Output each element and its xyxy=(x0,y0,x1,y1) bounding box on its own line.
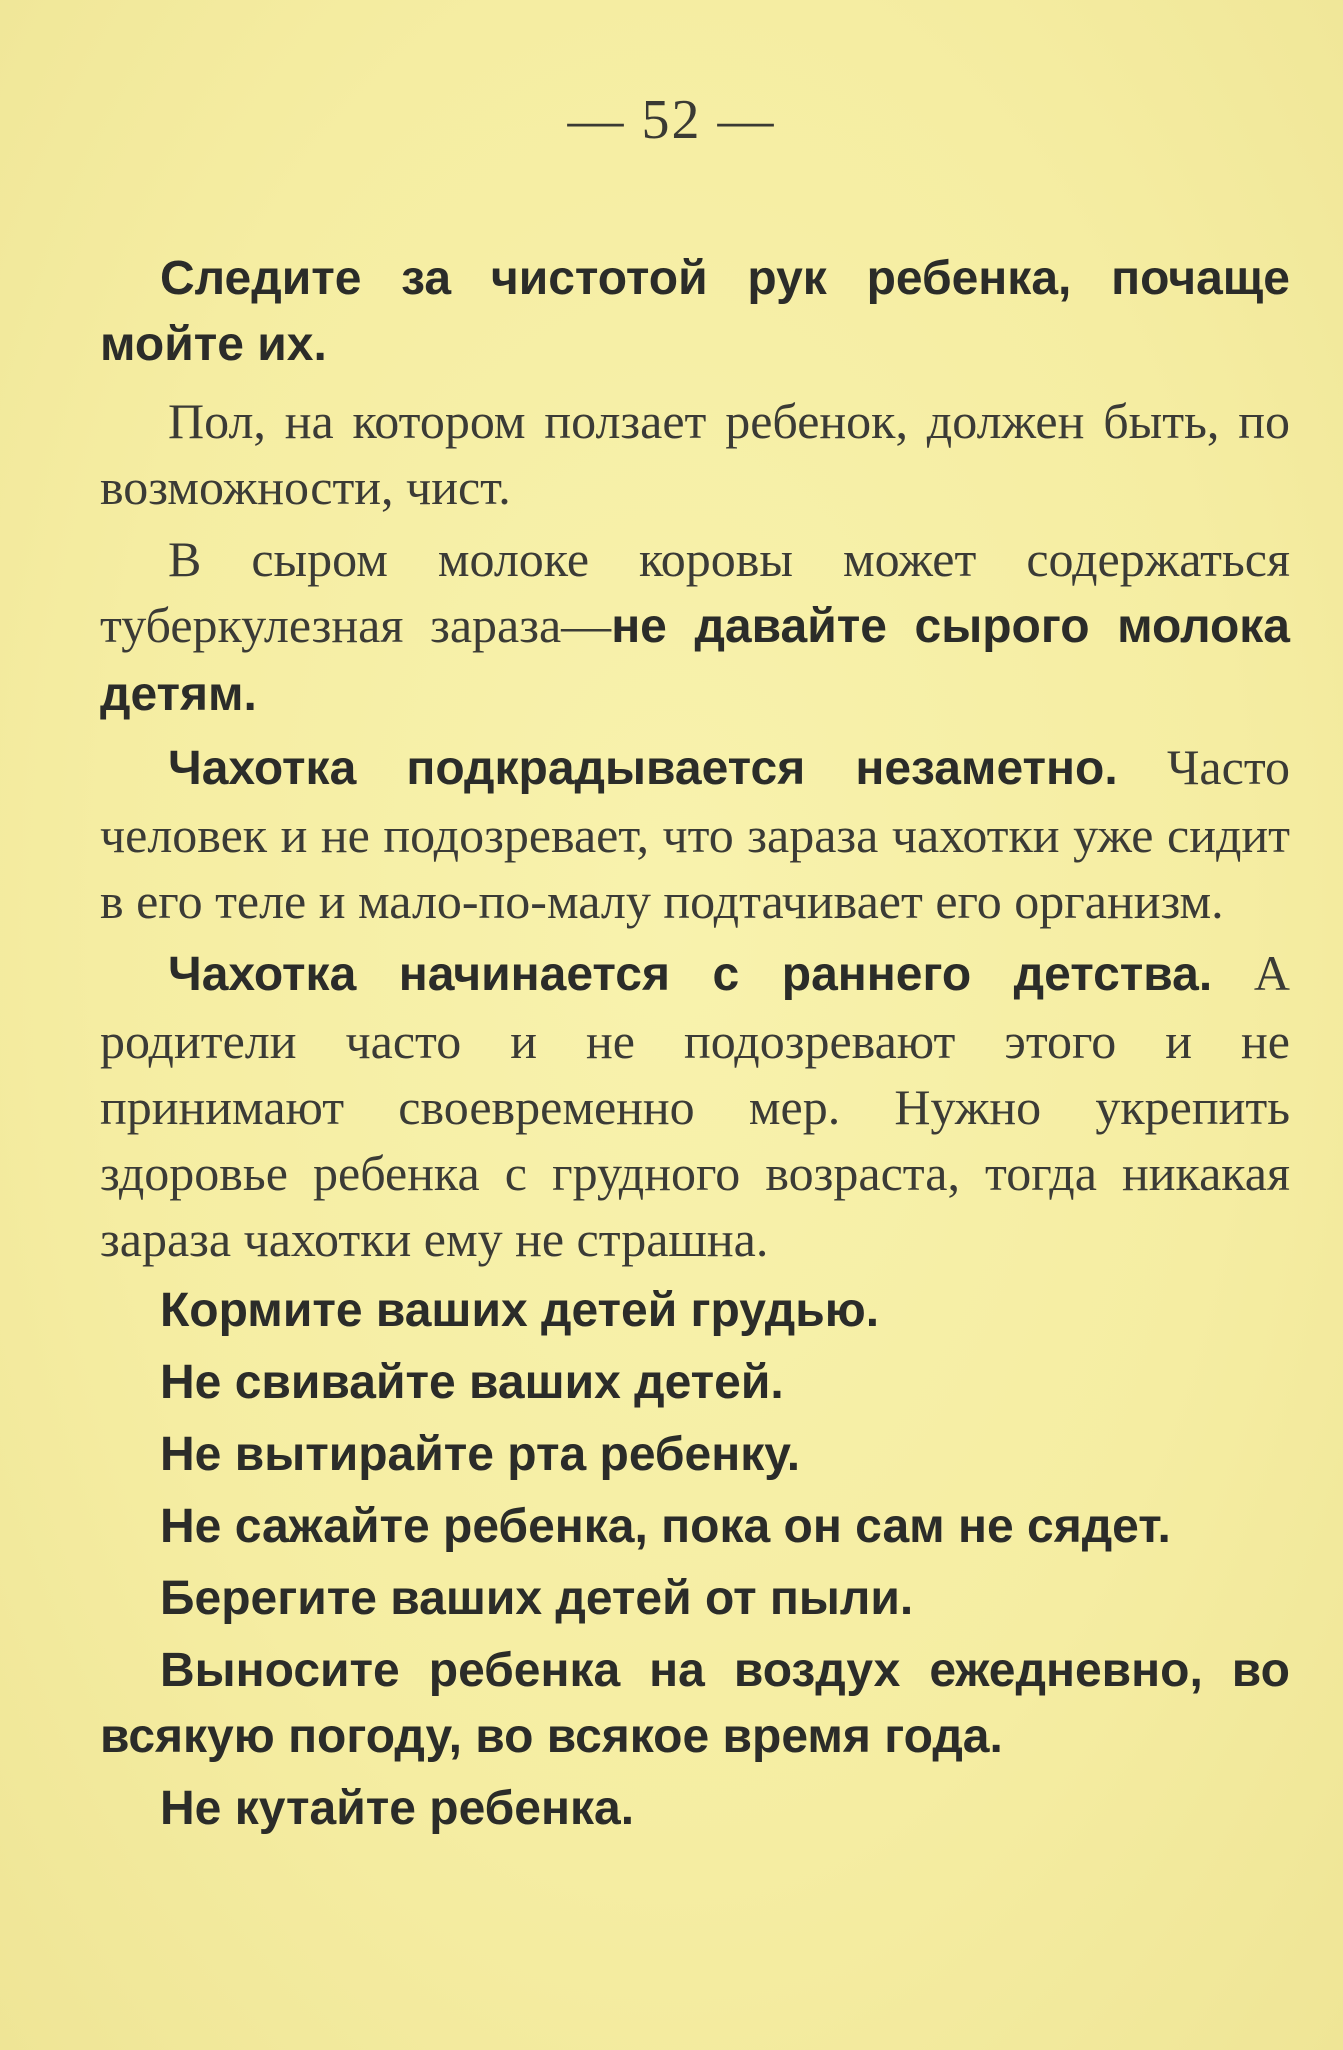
paragraph-hand-hygiene: Следите за чистотой рук ребенка, почаще мойте их. xyxy=(100,252,1290,371)
paragraph-breastfeed: Кормите ваших детей грудью. xyxy=(160,1284,880,1337)
tuberculosis-hidden-heading: Чахотка подкрадывается незаметно. xyxy=(168,742,1118,795)
paragraph-raw-milk xyxy=(100,526,1290,728)
raw-milk-text: В сыром молоке коровы может содержаться туберкулезная зараза— xyxy=(100,531,1290,653)
paragraph-dust: Берегите ваших детей от пыли. xyxy=(160,1572,914,1625)
paragraph-no-bundling: Не кутайте ребенка. xyxy=(160,1782,635,1835)
raw-milk-warning: не давайте сырого молока детям. xyxy=(100,600,1290,721)
page-number: — 52 — xyxy=(567,89,776,151)
paragraph-no-sitting: Не сажайте ребенка, пока он сам не сядет. xyxy=(160,1500,1171,1553)
page-text xyxy=(100,246,1290,1842)
tuberculosis-hidden-text: Часто человек и не подозревает, что зараза чахотки уже сидит в его теле и мало-по-малу подтачивает его организм. xyxy=(100,739,1291,929)
paragraph-fresh-air: Выносите ребенка на воздух ежедневно, во всякую погоду, во всякое время года. xyxy=(100,1644,1290,1763)
tuberculosis-childhood-text: А родители часто и не подозревают этого и не принимают своевременно мер. Нужно укрепить здоровье ребенка с грудного возраста, тогда никакая зараза чахотки ему не страшна. xyxy=(100,945,1290,1267)
paragraph-tuberculosis-hidden xyxy=(100,734,1290,934)
paragraph-tuberculosis-childhood xyxy=(100,940,1290,1272)
tuberculosis-childhood-heading: Чахотка начинается с раннего детства. xyxy=(168,948,1213,1001)
paragraph-no-swaddling: Не свивайте ваших детей. xyxy=(160,1356,784,1409)
paragraph-no-wiping-mouth: Не вытирайте рта ребенку. xyxy=(160,1428,801,1481)
paragraph-clean-floor: Пол, на котором ползает ребенок, должен быть, по возможности, чист. xyxy=(100,393,1290,515)
